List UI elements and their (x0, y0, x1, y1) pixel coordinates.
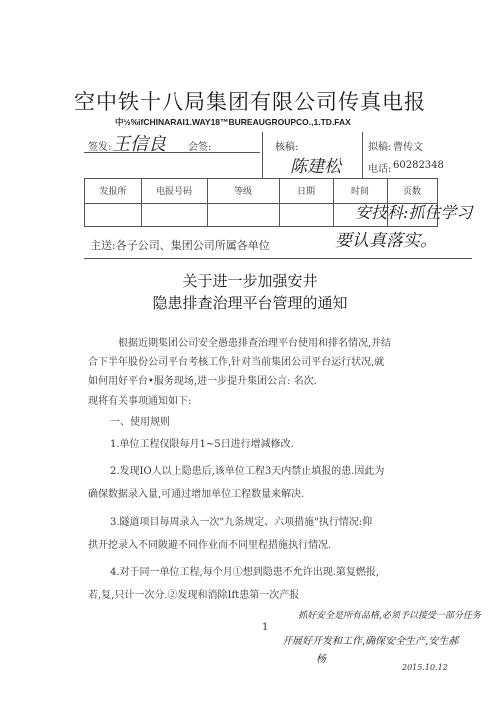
col-header: 等级 (233, 187, 252, 197)
divider-line (362, 132, 363, 178)
list-item: 拱开挖录入不同陂避不同作业而不同里程措施执行情况. (88, 540, 332, 551)
handwritten-note: 要认真落实。 (335, 231, 437, 251)
countersign-label: 会签: (188, 142, 212, 153)
notice-title-line1: 关于进一步加强安井 (182, 272, 318, 290)
list-item: 1.单位工程仅限每月1~5日进行增减修改. (110, 439, 294, 450)
handwritten-comment: 杨 (316, 654, 326, 665)
approve-label: 核稿: (275, 142, 299, 153)
list-item: 若,复,只计一次分.②发现和消除Ift患第一次产报 (88, 590, 300, 601)
divider-line (84, 258, 472, 259)
handwritten-comment: 开展好开发和工作,确保安全生产,安生郝 (282, 636, 459, 647)
page-number: 1 (262, 622, 269, 633)
handwritten-note: 安技科:抓住学习 (355, 203, 473, 222)
list-item: 3.隧道项目每周录入一次"九条规定、六项措施"执行情况:仰 (110, 517, 373, 528)
list-item: 2.发现IO人以上隐患后,该单位工程3天内禁止填报的患.因此为 (110, 466, 385, 477)
col-header: 电报号码 (155, 187, 192, 197)
body-paragraph: 如何用好平台•服务现场,进一步提升集团公言: 名次. (88, 376, 317, 387)
body-paragraph: 现将有关事项通知如下: (88, 396, 192, 407)
col-header: 日期 (296, 187, 315, 197)
divider-line (262, 132, 263, 178)
drafter-name: 曹传文 (393, 142, 423, 153)
notice-title-line2: 隐患排查治理平台管理的通知 (152, 294, 348, 312)
sign-handwriting: 王信良 (112, 134, 166, 155)
list-item: 4.对于同一单位工程,每个月①想到隐患不允许出现.第复燃报, (110, 567, 380, 578)
col-header: 时间 (350, 187, 369, 197)
body-paragraph: 根据近期集团公司安全愚患排查治理平台使用和排名情况,并结 (118, 338, 392, 349)
phone-value: 60282348 (393, 160, 444, 171)
list-item: 确保数据录入量,可通过增加单位工程数量来解决. (88, 489, 305, 500)
drafter-label: 拟稿: (368, 142, 392, 153)
approve-handwriting: 陈建松 (290, 157, 341, 177)
phone-label: 电话: (368, 164, 392, 175)
section-heading: 一、使用规则 (110, 417, 170, 428)
sign-label: 签发: (88, 142, 112, 153)
handwritten-date: 2015.10.12 (402, 663, 448, 672)
distribution-line: 主送:各子公司、集团公司所属各单位 (90, 239, 270, 252)
body-paragraph: 合下半年股份公司平台考核工作,针对当前集团公司平台运行状况,就 (88, 357, 385, 368)
company-subtitle: 中½%ifCHINARAI1.WAY18™BUREAUGROUPCO.,1.TD.FAX (115, 117, 351, 127)
col-header: 页数 (402, 187, 421, 197)
divider-line (84, 152, 260, 153)
col-header: 发报所 (99, 187, 127, 197)
company-title: 空中铁十八局集团有限公司传真电报 (74, 90, 426, 114)
handwritten-comment: 抓好安全是所有品格,必须予以接受一部分任务 (298, 611, 481, 621)
